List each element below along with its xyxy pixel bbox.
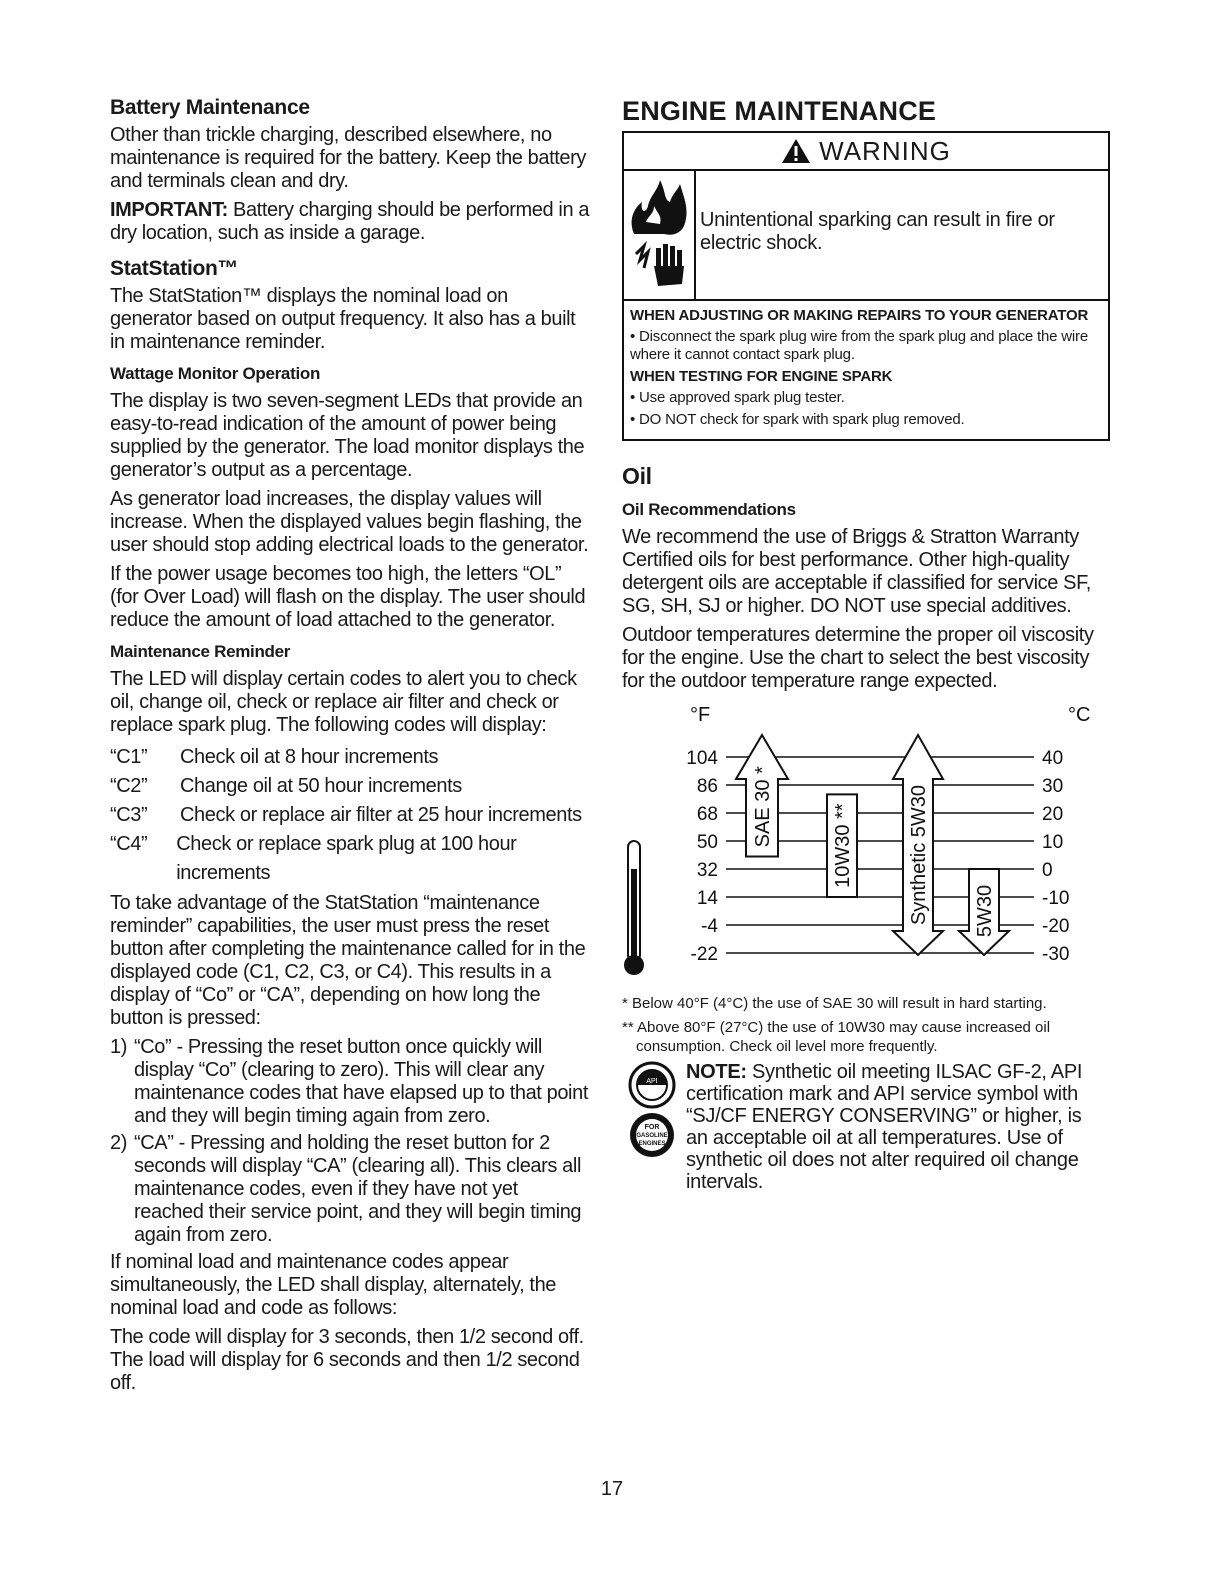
viscosity-range-label: SAE 30 * xyxy=(752,766,774,848)
code-text: Check or replace spark plug at 100 hour increments xyxy=(176,833,517,884)
warning-title: WARNING xyxy=(819,135,951,166)
statstation-heading: StatStation™ xyxy=(110,257,239,280)
fire-shock-symbol xyxy=(624,176,694,294)
viscosity-range-label: Synthetic 5W30 xyxy=(908,784,930,926)
item-number: 1) xyxy=(110,1036,127,1058)
celsius-tick-label: 10 xyxy=(1042,832,1064,853)
fahrenheit-tick-label: 86 xyxy=(696,776,718,797)
numbered-item xyxy=(110,1036,592,1128)
celsius-tick-label: -10 xyxy=(1042,888,1070,909)
thermometer-mercury xyxy=(631,869,637,961)
warning-subheading-1: WHEN ADJUSTING OR MAKING REPAIRS TO YOUR GENERATOR xyxy=(630,307,1089,324)
important-text: Battery charging should be performed in a dry location, such as inside a garage. xyxy=(110,199,590,244)
right-column xyxy=(622,96,1108,1193)
celsius-unit-label: °C xyxy=(1068,704,1091,726)
warning-subheading-2: WHEN TESTING FOR ENGINE SPARK xyxy=(630,368,893,385)
code-text: Change oil at 50 hour increments xyxy=(180,775,462,797)
code: “C4” xyxy=(110,833,148,855)
oil-recommendations-heading: Oil Recommendations xyxy=(622,500,796,519)
celsius-tick-label: 30 xyxy=(1042,776,1064,797)
code-row xyxy=(110,772,592,801)
fahrenheit-unit-label: °F xyxy=(690,704,711,726)
battery-important xyxy=(110,199,592,245)
fahrenheit-tick-label: 104 xyxy=(686,748,718,769)
api-seal-text: API xyxy=(646,1078,658,1085)
code-list xyxy=(110,743,592,888)
warning-item-text: Disconnect the spark plug wire from the spark plug and place the wire where it cannot contact spark plug. xyxy=(630,328,1088,363)
code-row xyxy=(110,743,592,772)
seal-line: FOR xyxy=(644,1124,660,1131)
warning-title-bar xyxy=(624,133,1108,171)
viscosity-range-label: 10W30 ** xyxy=(832,803,854,888)
celsius-tick-label: 40 xyxy=(1042,748,1064,769)
seal-line: GASOLINE xyxy=(636,1133,668,1139)
warning-item-text: DO NOT check for spark with spark plug removed. xyxy=(639,411,965,428)
fire-shock-icon xyxy=(624,171,696,299)
footnote-2: ** Above 80°F (27°C) the use of 10W30 may cause increased oil consumption. Check oil level more frequently. xyxy=(622,1019,1051,1055)
oil-heading: Oil xyxy=(622,463,652,489)
page-number: 17 xyxy=(600,1478,624,1500)
wattage-paragraph-2: As generator load increases, the display values will increase. When the displayed values begin flashing, the user should stop adding electrical loads to the generator. xyxy=(110,488,589,556)
warning-item-text: Use approved spark plug tester. xyxy=(639,389,845,406)
viscosity-range-label: 5W30 xyxy=(974,884,996,938)
fahrenheit-tick-label: 32 xyxy=(696,860,718,881)
code-text: Check oil at 8 hour increments xyxy=(180,746,439,768)
warning-item: • DO NOT check for spark with spark plug removed. xyxy=(630,411,965,428)
thermometer-bulb xyxy=(624,955,644,975)
oil-paragraph-1: We recommend the use of Briggs & Stratton Warranty Certified oils for best performance. Other high-quality detergent oils are acceptable if classified for service SF, SG, SH, SJ or higher. DO NOT use special additives. xyxy=(622,526,1091,617)
oil-viscosity-chart xyxy=(622,699,1108,989)
code-row xyxy=(110,801,592,830)
warning-item: • Disconnect the spark plug wire from the spark plug and place the wire where it cannot contact spark plug. xyxy=(630,328,1088,363)
statstation-paragraph: The StatStation™ displays the nominal load on generator based on output frequency. It also has a built in maintenance reminder. xyxy=(110,285,576,353)
battery-paragraph: Other than trickle charging, described elsewhere, no maintenance is required for the battery. Keep the battery and terminals clean and dry. xyxy=(110,124,587,192)
wattage-paragraph-1: The display is two seven-segment LEDs that provide an easy-to-read indication of the amount of power being supplied by the generator. The load monitor displays the generator’s output as a percentage. xyxy=(110,390,585,481)
code: “C1” xyxy=(110,746,148,768)
oil-paragraph-2: Outdoor temperatures determine the proper oil viscosity for the engine. Use the chart to select the best viscosity for the outdoor temperature range expected. xyxy=(622,624,1094,692)
code-row xyxy=(110,830,592,888)
reminder-paragraph-4: The code will display for 3 seconds, then 1/2 second off. The load will display for 6 seconds and then 1/2 second off. xyxy=(110,1326,584,1394)
celsius-tick-label: 0 xyxy=(1042,860,1053,881)
warning-item: • Use approved spark plug tester. xyxy=(630,389,845,406)
warning-triangle-icon xyxy=(781,138,811,164)
reminder-paragraph-3: If nominal load and maintenance codes appear simultaneously, the LED shall display, alternately, the nominal load and code as follows: xyxy=(110,1251,557,1319)
api-seal-icon xyxy=(622,1061,682,1161)
seal-line: ENGINES xyxy=(638,1141,666,1147)
item-text: “CA” - Pressing and holding the reset button for 2 seconds will display “CA” (clearing all). This clears all maintenance codes, even if they have not yet reached their service point, and they will begin timing again from zero. xyxy=(134,1132,582,1246)
battery-heading: Battery Maintenance xyxy=(110,96,310,119)
celsius-tick-label: 20 xyxy=(1042,804,1064,825)
item-number: 2) xyxy=(110,1132,127,1154)
warning-body xyxy=(624,171,1108,301)
code: “C3” xyxy=(110,804,148,826)
wattage-paragraph-3: If the power usage becomes too high, the letters “OL” (for Over Load) will flash on the display. The user should reduce the amount of load attached to the generator. xyxy=(110,563,586,631)
celsius-tick-label: -20 xyxy=(1042,916,1070,937)
fahrenheit-tick-label: 68 xyxy=(696,804,718,825)
reminder-paragraph-2: To take advantage of the StatStation “maintenance reminder” capabilities, the user must press the reset button after completing the maintenance called for in the displayed code (C1, C2, C3, or C4). This results in a display of “Co” or “CA”, depending on how long the button is pressed: xyxy=(110,892,586,1029)
reminder-heading: Maintenance Reminder xyxy=(110,642,291,661)
left-column xyxy=(110,96,592,1401)
note-block xyxy=(622,1061,1108,1193)
celsius-tick-label: -30 xyxy=(1042,944,1070,965)
item-text: “Co” - Pressing the reset button once quickly will display “Co” (clearing to zero). This will clear any maintenance codes that have elapsed up to that point and they will begin timing again from zero. xyxy=(134,1036,588,1127)
note-text-block xyxy=(686,1061,1108,1193)
warning-instructions xyxy=(624,301,1108,439)
warning-box xyxy=(622,131,1110,441)
fahrenheit-tick-label: 50 xyxy=(696,832,718,853)
fahrenheit-tick-label: 14 xyxy=(696,888,718,909)
engine-maintenance-heading: ENGINE MAINTENANCE xyxy=(622,96,937,126)
footnote-1: * Below 40°F (4°C) the use of SAE 30 will result in hard starting. xyxy=(622,995,1047,1012)
warning-text: Unintentional sparking can result in fire or electric shock. xyxy=(700,209,1055,254)
code-text: Check or replace air filter at 25 hour increments xyxy=(180,804,582,826)
numbered-item xyxy=(110,1132,592,1247)
note-text: Synthetic oil meeting ILSAC GF-2, API certification mark and API service symbol with “SJ/CF ENERGY CONSERVING” or higher, is an acceptable oil at all temperatures. Use of synthetic oil does not alter required oil change intervals. xyxy=(686,1061,1083,1193)
certification-seals xyxy=(622,1061,686,1193)
fahrenheit-tick-label: -4 xyxy=(701,916,718,937)
reminder-paragraph-1: The LED will display certain codes to alert you to check oil, change oil, check or replace air filter and check or replace spark plug. The following codes will display: xyxy=(110,668,577,736)
code: “C2” xyxy=(110,775,148,797)
fahrenheit-tick-label: -22 xyxy=(690,944,718,965)
wattage-heading: Wattage Monitor Operation xyxy=(110,364,321,383)
important-label: IMPORTANT: xyxy=(110,199,228,221)
note-label: NOTE: xyxy=(686,1061,747,1083)
